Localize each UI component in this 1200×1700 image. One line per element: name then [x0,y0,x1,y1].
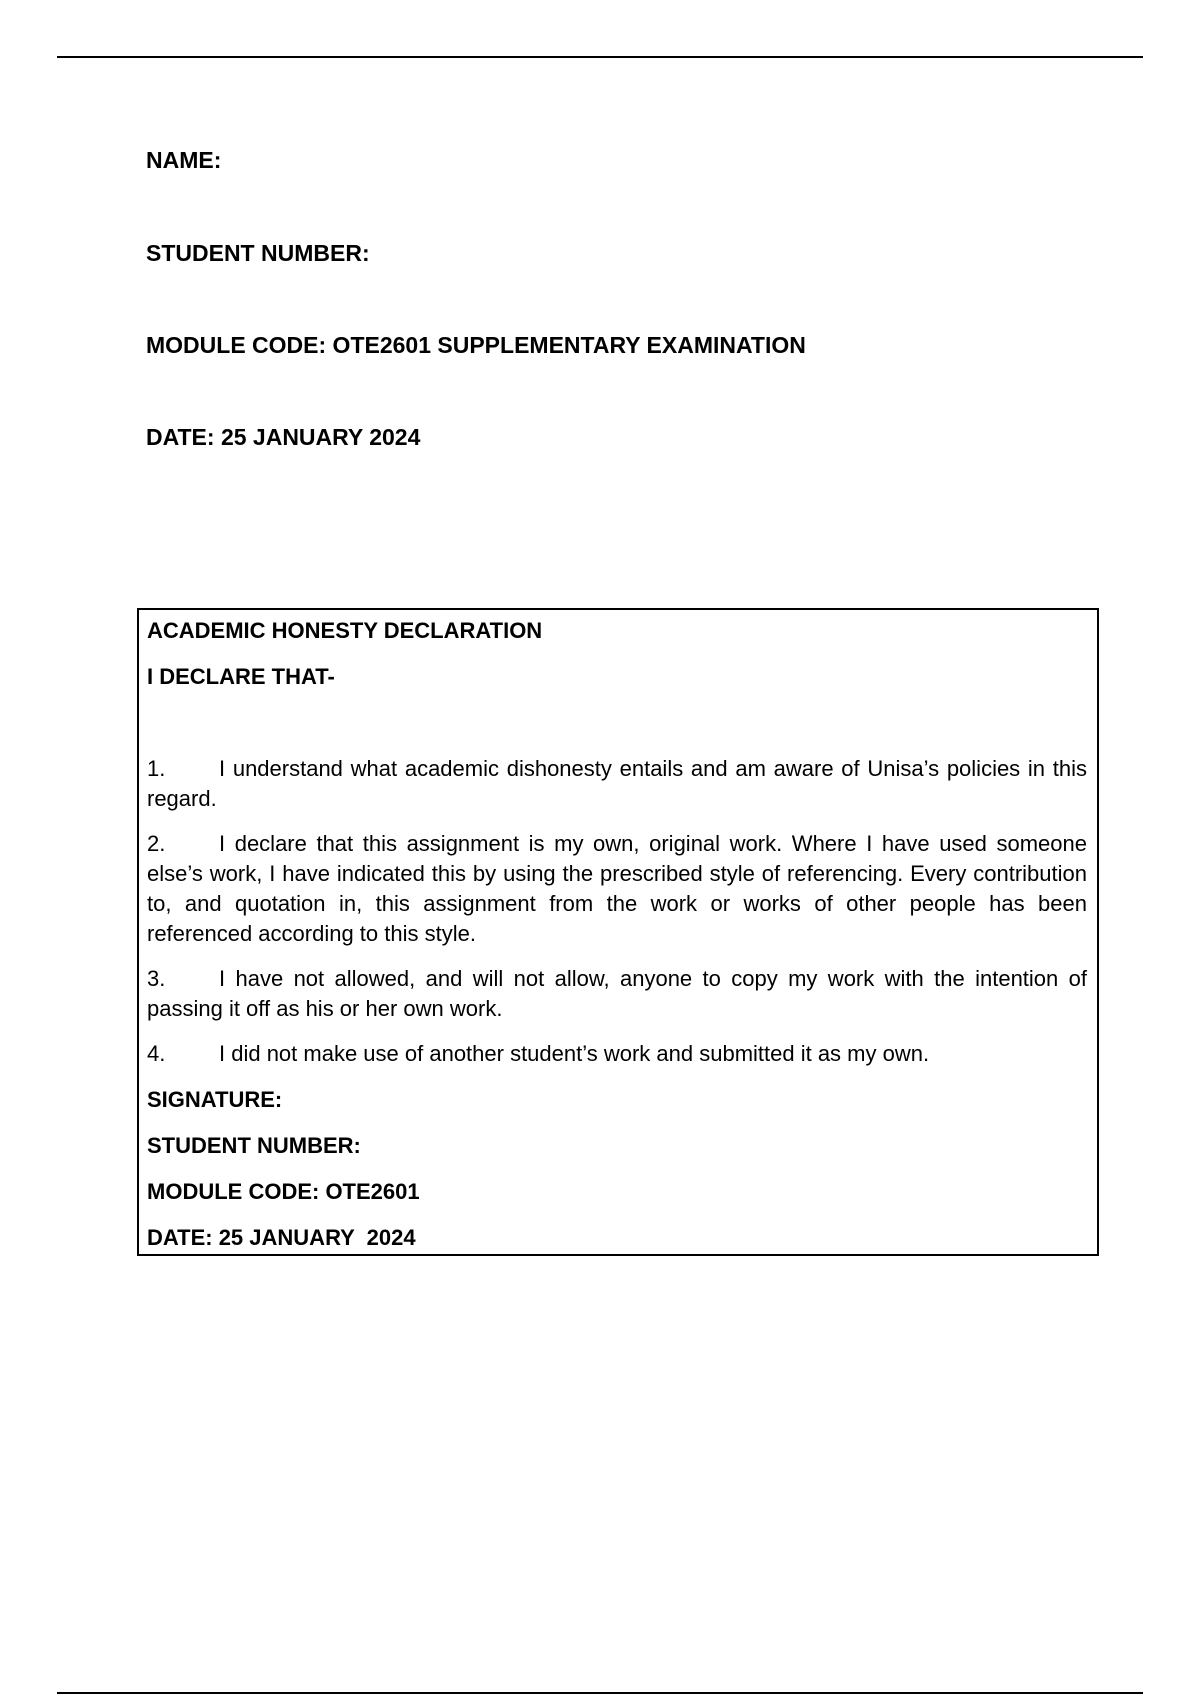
declaration-student-number-label: STUDENT NUMBER: [147,1133,361,1158]
declaration-item [147,829,1087,949]
academic-honesty-declaration-box [137,608,1099,1256]
declaration-title: ACADEMIC HONESTY DECLARATION [147,618,543,643]
declaration-item-text: I did not make use of another student’s work and submitted it as my own. [219,1041,930,1066]
declaration-item-number: 3. [147,966,166,991]
name-label: NAME: [146,147,222,173]
student-number-label: STUDENT NUMBER: [146,240,370,266]
declaration-item-number: 2. [147,831,166,856]
declaration-item [147,754,1087,814]
declaration-module-code-line: MODULE CODE: OTE2601 [147,1179,420,1204]
top-rule [57,56,1143,58]
declaration-item-text: I understand what academic dishonesty entails and am aware of Unisa’s policies in this regard. [147,756,1087,811]
declaration-item-number: 4. [147,1041,166,1066]
declaration-date-line: DATE: 25 JANUARY 2024 [147,1225,416,1250]
declaration-subtitle: I DECLARE THAT- [147,664,335,689]
declaration-item-text: I have not allowed, and will not allow, anyone to copy my work with the intention of passing it off as his or her own work. [147,966,1087,1021]
signature-label: SIGNATURE: [147,1087,283,1112]
bottom-rule [57,1692,1143,1694]
declaration-item-text: I declare that this assignment is my own, original work. Where I have used someone else’s work, I have indicated this by using the prescribed style of referencing. Every contribution to, and quotation in, this assignment from the work or works of other people has been referenced according to this style. [147,831,1087,946]
date-line: DATE: 25 JANUARY 2024 [146,424,421,450]
declaration-item-number: 1. [147,756,166,781]
declaration-item [147,1039,1087,1069]
module-code-line: MODULE CODE: OTE2601 SUPPLEMENTARY EXAMINATION [146,332,806,358]
declaration-item [147,964,1087,1024]
